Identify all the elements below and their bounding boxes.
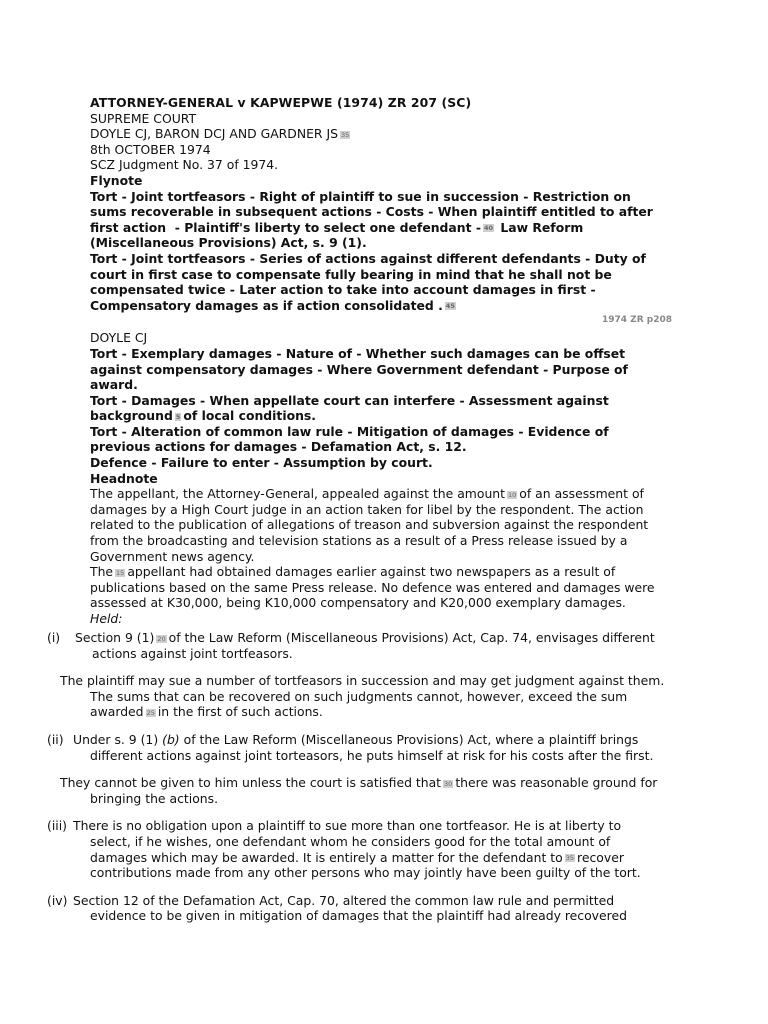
judges-line: DOYLE CJ, BARON DCJ AND GARDNER JS 35	[90, 126, 350, 142]
margin-marker: 35	[341, 130, 350, 139]
margin-marker: 45	[445, 302, 455, 311]
case-report	[90, 95, 670, 627]
held-item-iii: (iii) There is no obligation upon a plaintiff to sue more than one tortfeasor. He is at liberty to select, if he wishes, one defendant whom he considers good for the total amount of damages which may be awarded. It is entirely a matter for the defendant to 35 recover contributions made from any other persons who may jointly have been guilty of the tort.	[47, 818, 641, 881]
margin-marker: 15	[116, 568, 125, 577]
case-title: ATTORNEY-GENERAL v KAPWEPWE (1974) ZR 207 (SC)	[90, 95, 472, 110]
held-item-ii: (ii) Under s. 9 (1) (b) of the Law Reform (Miscellaneous Provisions) Act, where a plaintiff brings different actions against joint torteasors, he puts himself at risk for his costs after the first.	[47, 731, 654, 763]
margin-marker: 40	[483, 224, 494, 233]
held-item-ii-continued: They cannot be given to him unless the court is satisfied that 30 there was reasonable ground for bringing the actions.	[60, 775, 658, 806]
held-item-i-continued: The plaintiff may sue a number of tortfeasors in succession and may get judgment against them. The sums that can be recovered on such judgments cannot, however, exceed the sum awarded 25 in the first of such actions.	[60, 673, 665, 720]
flynote-body-continued: Tort - Exemplary damages - Nature of - Whether such damages can be offset against compensatory damages - Where Government defendant - Purpose of award. Tort - Damages - When appellate court can interfere - Assessment against background 5 of local conditions. Tort - Alteration of common law rule - Mitigation of damages - Evidence of previous actions for damages - Defamation Act, s. 12. Defence - Failure to enter - Assumption by court.	[90, 345, 628, 471]
flynote-heading: Flynote	[90, 172, 143, 188]
margin-marker: 35	[565, 854, 575, 863]
court-name: SUPREME COURT	[90, 110, 197, 126]
page-reference: 1974 ZR p208	[601, 315, 672, 326]
margin-marker: 5	[175, 412, 181, 421]
held-item-iv: (iv) Section 12 of the Defamation Act, Cap. 70, altered the common law rule and permitted evidence to be given in mitigation of damages that the plaintiff had already recovered	[47, 892, 627, 924]
judge-name: DOYLE CJ	[90, 330, 148, 346]
margin-marker: 25	[146, 708, 155, 717]
held-label: Held:	[90, 611, 123, 626]
margin-marker: 10	[508, 490, 517, 499]
headnote-paragraph-1: The appellant, the Attorney-General, appealed against the amount 10 of an assessment of damages by a High Court judge in an action taken for libel by the respondent. The action related to the publication of allegations of treason and subversion against the respondent from the broadcasting and television stations as a result of a Press release issued by a Government news agency.	[90, 486, 649, 564]
flynote-body: Tort - Joint tortfeasors - Right of plaintiff to sue in succession - Restriction on sums recoverable in subsequent actions - Costs - When plaintiff entitled to after first action - Plaintiff's liberty to select one defendant - 40 Law Reform (Miscellaneous Provisions) Act, s. 9 (1). Tort - Joint tortfeasors - Series of actions against different defendants - Duty of court in first case to compensate fully bearing in mind that he shall not be compensated twice - Later action to take into account damages in first - Compensatory damages as if action consolidated . 45	[90, 188, 653, 313]
judgment-date: 8th OCTOBER 1974	[90, 141, 211, 157]
margin-marker: 30	[444, 779, 453, 788]
held-item-i: (i) Section 9 (1) 20 of the Law Reform (Miscellaneous Provisions) Act, Cap. 74, envisages different actions against joint tortfeasors.	[47, 630, 655, 661]
margin-marker: 20	[157, 634, 166, 643]
headnote-paragraph-2: The 15 appellant had obtained damages earlier against two newspapers as a result of publications based on the same Press release. No defence was entered and damages were assessed at K30,000, being K10,000 compensatory and K20,000 exemplary damages.	[90, 564, 655, 611]
held-list	[40, 630, 680, 931]
headnote-heading: Headnote	[90, 470, 158, 486]
judgment-number: SCZ Judgment No. 37 of 1974.	[90, 157, 279, 173]
